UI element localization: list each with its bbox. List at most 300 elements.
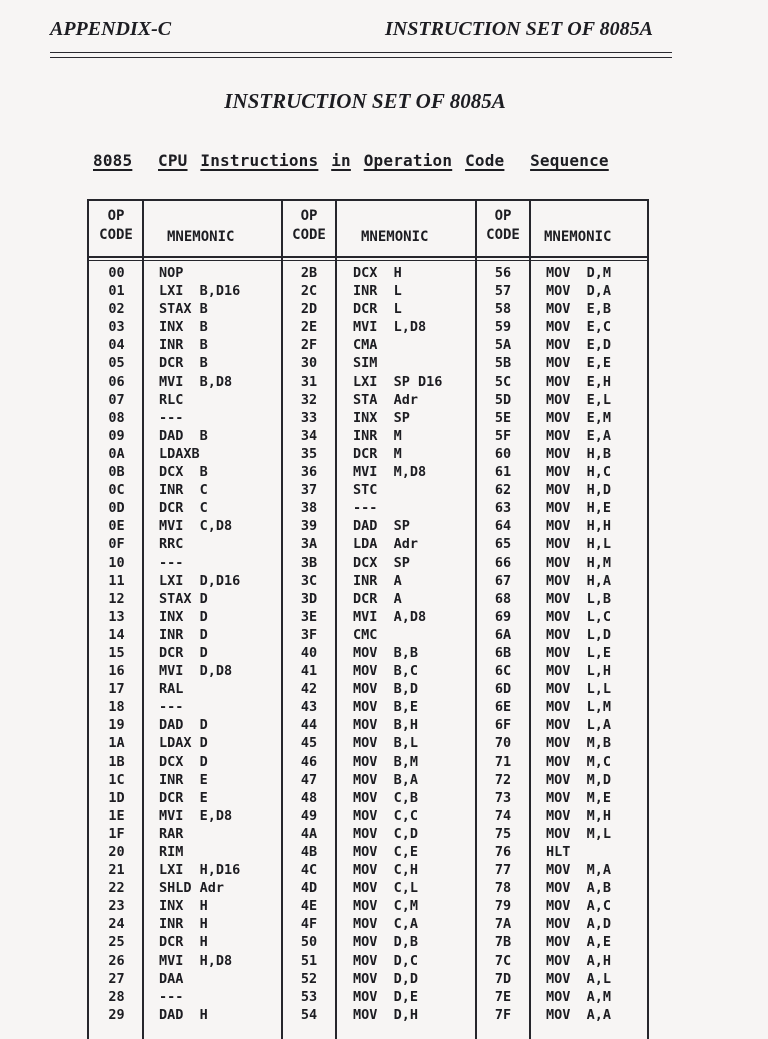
mnemonic-cell: MOV A,M bbox=[546, 988, 612, 1005]
mnemonic-cell: MVI A,D8 bbox=[353, 608, 427, 625]
table-row bbox=[89, 318, 651, 336]
mnemonic-cell: INX B bbox=[159, 319, 208, 336]
opcode-cell: 7A bbox=[494, 916, 512, 933]
opcode-cell: 66 bbox=[494, 554, 512, 571]
mnemonic-cell: MOV E,D bbox=[546, 337, 612, 354]
mnemonic-cell: DCX SP bbox=[353, 554, 410, 571]
opcode-cell: 0A bbox=[108, 445, 125, 462]
opcode-cell: 5D bbox=[494, 391, 512, 408]
opcode-cell: 3F bbox=[300, 626, 318, 643]
mnemonic-cell: MOV C,H bbox=[353, 862, 419, 879]
table-row bbox=[89, 825, 651, 843]
mnemonic-cell: MOV L,C bbox=[546, 608, 612, 625]
opcode-cell: 57 bbox=[494, 283, 512, 300]
opcode-cell: 7F bbox=[494, 1006, 512, 1023]
opcode-cell: 72 bbox=[494, 771, 512, 788]
mnemonic-cell: DAA bbox=[159, 970, 184, 987]
mnemonic-cell: MOV L,E bbox=[546, 644, 612, 661]
opcode-cell: 78 bbox=[494, 880, 512, 897]
opcode-cell: 77 bbox=[494, 862, 512, 879]
mnemonic-cell: RAR bbox=[159, 825, 184, 842]
opcode-cell: 1D bbox=[108, 789, 125, 806]
mnemonic-cell: DCR H bbox=[159, 934, 208, 951]
header-divider bbox=[89, 260, 647, 261]
opcode-cell: 61 bbox=[494, 464, 512, 481]
mnemonic-cell: DCR A bbox=[353, 590, 402, 607]
mnemonic-cell: DCR C bbox=[159, 500, 208, 517]
mnemonic-cell: --- bbox=[159, 988, 184, 1005]
mnemonic-cell: MOV H,E bbox=[546, 500, 612, 517]
mnemonic-cell: INX SP bbox=[353, 409, 410, 426]
opcode-cell: 3E bbox=[300, 608, 318, 625]
header-rule-bottom bbox=[50, 57, 672, 58]
opcode-cell: 16 bbox=[108, 663, 125, 680]
table-row bbox=[89, 409, 651, 427]
opcode-cell: 3D bbox=[300, 590, 318, 607]
mnemonic-cell: MOV C,A bbox=[353, 916, 419, 933]
table-row bbox=[89, 644, 651, 662]
opcode-cell: 1F bbox=[108, 825, 125, 842]
mnemonic-cell: MOV D,H bbox=[353, 1006, 419, 1023]
opcode-cell: 38 bbox=[300, 500, 318, 517]
opcode-cell: 6B bbox=[494, 644, 512, 661]
opcode-cell: 5B bbox=[494, 355, 512, 372]
opcode-cell: 65 bbox=[494, 536, 512, 553]
opcode-cell: 22 bbox=[108, 880, 125, 897]
mnemonic-cell: MOV A,A bbox=[546, 1006, 612, 1023]
opcode-cell: 0E bbox=[108, 518, 125, 535]
opcode-cell: 19 bbox=[108, 717, 125, 734]
table-row bbox=[89, 608, 651, 626]
mnemonic-cell: MOV A,L bbox=[546, 970, 612, 987]
page-title: INSTRUCTION SET OF 8085A bbox=[224, 89, 506, 113]
table-row bbox=[89, 734, 651, 752]
opcode-cell: 35 bbox=[300, 445, 318, 462]
mnemonic-cell: MOV D,M bbox=[546, 265, 612, 281]
mnemonic-cell: RAL bbox=[159, 681, 184, 698]
table-row bbox=[89, 264, 651, 282]
opcode-cell: 47 bbox=[300, 771, 318, 788]
opcode-cell: 09 bbox=[108, 427, 125, 444]
opcode-cell: 36 bbox=[300, 464, 318, 481]
opcode-cell: 14 bbox=[108, 626, 125, 643]
mnemonic-cell: INR H bbox=[159, 916, 208, 933]
opcode-cell: 27 bbox=[108, 970, 125, 987]
mnemonic-cell: MOV B,M bbox=[353, 753, 419, 770]
table-row bbox=[89, 463, 651, 481]
opcode-cell: 34 bbox=[300, 427, 318, 444]
mnemonic-cell: MOV C,D bbox=[353, 825, 419, 842]
header-opcode: OP CODE bbox=[292, 208, 326, 243]
mnemonic-cell: MVI E,D8 bbox=[159, 807, 233, 824]
opcode-cell: 3C bbox=[300, 572, 318, 589]
opcode-cell: 3A bbox=[300, 536, 318, 553]
mnemonic-cell: INR A bbox=[353, 572, 402, 589]
table-row bbox=[89, 499, 651, 517]
mnemonic-cell: MVI B,D8 bbox=[159, 373, 233, 390]
mnemonic-cell: DCX H bbox=[353, 265, 402, 281]
mnemonic-cell: MVI M,D8 bbox=[353, 464, 427, 481]
mnemonic-cell: MOV H,M bbox=[546, 554, 612, 571]
opcode-cell: 01 bbox=[108, 283, 125, 300]
table-row bbox=[89, 336, 651, 354]
opcode-cell: 64 bbox=[494, 518, 512, 535]
mnemonic-cell: MOV A,D bbox=[546, 916, 612, 933]
table-row bbox=[89, 988, 651, 1006]
mnemonic-cell: INX D bbox=[159, 608, 208, 625]
header-mnemonic: MNEMONIC bbox=[167, 229, 235, 245]
mnemonic-cell: MOV A,B bbox=[546, 880, 612, 897]
table-row bbox=[89, 554, 651, 572]
opcode-cell: 06 bbox=[108, 373, 125, 390]
mnemonic-cell: MOV E,E bbox=[546, 355, 612, 372]
mnemonic-cell: MVI L,D8 bbox=[353, 319, 427, 336]
opcode-cell: 39 bbox=[300, 518, 318, 535]
table-caption: 8085 CPU Instructions in Operation Code Sequence bbox=[93, 151, 609, 170]
mnemonic-cell: DCR E bbox=[159, 789, 208, 806]
mnemonic-cell: MOV D,D bbox=[353, 970, 419, 987]
mnemonic-cell: MOV A,H bbox=[546, 952, 612, 969]
opcode-cell: 2C bbox=[300, 283, 318, 300]
mnemonic-cell: RIM bbox=[159, 844, 184, 860]
mnemonic-cell: --- bbox=[159, 409, 184, 426]
table-row bbox=[89, 354, 651, 372]
opcode-table bbox=[87, 199, 649, 1039]
table-row bbox=[89, 481, 651, 499]
mnemonic-cell: DCX B bbox=[159, 464, 208, 481]
mnemonic-cell: LXI D,D16 bbox=[159, 572, 241, 589]
header-mnemonic: MNEMONIC bbox=[544, 229, 612, 245]
opcode-cell: 26 bbox=[108, 952, 125, 969]
opcode-cell: 6A bbox=[494, 626, 512, 643]
table-row bbox=[89, 716, 651, 734]
opcode-cell: 6E bbox=[494, 699, 512, 716]
header-mnemonic: MNEMONIC bbox=[361, 229, 429, 245]
mnemonic-cell: STAX D bbox=[159, 590, 208, 607]
table-body bbox=[89, 264, 651, 1024]
opcode-cell: 5F bbox=[494, 427, 512, 444]
opcode-cell: 53 bbox=[300, 988, 318, 1005]
mnemonic-cell: STA Adr bbox=[353, 391, 419, 408]
opcode-cell: 4E bbox=[300, 898, 318, 915]
opcode-cell: 54 bbox=[300, 1006, 318, 1023]
table-row bbox=[89, 572, 651, 590]
opcode-cell: 11 bbox=[108, 572, 125, 589]
mnemonic-cell: INR D bbox=[159, 626, 208, 643]
mnemonic-cell: MOV D,B bbox=[353, 934, 419, 951]
opcode-cell: 29 bbox=[108, 1006, 125, 1023]
mnemonic-cell: DCR D bbox=[159, 644, 208, 661]
mnemonic-cell: MOV B,D bbox=[353, 681, 419, 698]
table-row bbox=[89, 535, 651, 553]
mnemonic-cell: MVI C,D8 bbox=[159, 518, 233, 535]
opcode-cell: 79 bbox=[494, 898, 512, 915]
mnemonic-cell: MOV L,H bbox=[546, 663, 612, 680]
opcode-cell: 4B bbox=[300, 844, 318, 860]
table-row bbox=[89, 445, 651, 463]
opcode-cell: 0C bbox=[108, 482, 125, 499]
mnemonic-cell: DCR M bbox=[353, 445, 402, 462]
opcode-cell: 02 bbox=[108, 301, 125, 318]
table-row bbox=[89, 789, 651, 807]
mnemonic-cell: MOV M,C bbox=[546, 753, 612, 770]
table-row bbox=[89, 771, 651, 789]
mnemonic-cell: MOV H,H bbox=[546, 518, 612, 535]
opcode-cell: 7E bbox=[494, 988, 512, 1005]
mnemonic-cell: MOV E,C bbox=[546, 319, 612, 336]
mnemonic-cell: MOV E,H bbox=[546, 373, 612, 390]
opcode-cell: 07 bbox=[108, 391, 125, 408]
opcode-cell: 0F bbox=[108, 536, 125, 553]
opcode-cell: 1E bbox=[108, 807, 125, 824]
opcode-cell: 03 bbox=[108, 319, 125, 336]
opcode-cell: 68 bbox=[494, 590, 512, 607]
opcode-cell: 46 bbox=[300, 753, 318, 770]
mnemonic-cell: INR M bbox=[353, 427, 402, 444]
table-row bbox=[89, 933, 651, 951]
opcode-cell: 42 bbox=[300, 681, 318, 698]
opcode-cell: 45 bbox=[300, 735, 318, 752]
header-rule-top bbox=[50, 52, 672, 53]
opcode-cell: 2F bbox=[300, 337, 318, 354]
opcode-cell: 2D bbox=[300, 301, 318, 318]
table-row bbox=[89, 861, 651, 879]
opcode-cell: 60 bbox=[494, 445, 512, 462]
mnemonic-cell: MOV E,M bbox=[546, 409, 612, 426]
mnemonic-cell: MOV H,B bbox=[546, 445, 612, 462]
mnemonic-cell: MOV D,C bbox=[353, 952, 419, 969]
opcode-cell: 7C bbox=[494, 952, 512, 969]
table-row bbox=[89, 952, 651, 970]
table-row bbox=[89, 680, 651, 698]
mnemonic-cell: RLC bbox=[159, 391, 184, 408]
mnemonic-cell: DCX D bbox=[159, 753, 208, 770]
opcode-cell: 13 bbox=[108, 608, 125, 625]
table-row bbox=[89, 427, 651, 445]
table-row bbox=[89, 300, 651, 318]
mnemonic-cell: INR C bbox=[159, 482, 208, 499]
opcode-cell: 28 bbox=[108, 988, 125, 1005]
opcode-cell: 23 bbox=[108, 898, 125, 915]
mnemonic-cell: MOV H,A bbox=[546, 572, 612, 589]
mnemonic-cell: LXI SP D16 bbox=[353, 373, 443, 390]
mnemonic-cell: MOV D,A bbox=[546, 283, 612, 300]
opcode-cell: 6F bbox=[494, 717, 512, 734]
opcode-cell: 5A bbox=[494, 337, 512, 354]
mnemonic-cell: STAX B bbox=[159, 301, 208, 318]
table-row bbox=[89, 282, 651, 300]
opcode-cell: 15 bbox=[108, 644, 125, 661]
opcode-cell: 33 bbox=[300, 409, 318, 426]
mnemonic-cell: DCR L bbox=[353, 301, 402, 318]
mnemonic-cell: CMC bbox=[353, 626, 378, 643]
mnemonic-cell: MOV E,L bbox=[546, 391, 612, 408]
table-row bbox=[89, 391, 651, 409]
opcode-cell: 21 bbox=[108, 862, 125, 879]
table-row bbox=[89, 698, 651, 716]
table-row bbox=[89, 753, 651, 771]
table-row bbox=[89, 807, 651, 825]
opcode-cell: 24 bbox=[108, 916, 125, 933]
table-row bbox=[89, 897, 651, 915]
mnemonic-cell: MOV M,B bbox=[546, 735, 612, 752]
mnemonic-cell: DAD H bbox=[159, 1006, 208, 1023]
mnemonic-cell: MOV H,L bbox=[546, 536, 612, 553]
opcode-cell: 7B bbox=[494, 934, 512, 951]
opcode-cell: 37 bbox=[300, 482, 318, 499]
opcode-cell: 58 bbox=[494, 301, 512, 318]
mnemonic-cell: MOV L,M bbox=[546, 699, 612, 716]
table-row bbox=[89, 843, 651, 861]
mnemonic-cell: INR E bbox=[159, 771, 208, 788]
mnemonic-cell: MOV E,B bbox=[546, 301, 612, 318]
opcode-cell: 70 bbox=[494, 735, 512, 752]
mnemonic-cell: NOP bbox=[159, 265, 184, 281]
mnemonic-cell: INR L bbox=[353, 283, 402, 300]
mnemonic-cell: MOV A,E bbox=[546, 934, 612, 951]
opcode-cell: 0B bbox=[108, 464, 125, 481]
opcode-cell: 62 bbox=[494, 482, 512, 499]
opcode-cell: 3B bbox=[300, 554, 318, 571]
mnemonic-cell: HLT bbox=[546, 844, 571, 860]
opcode-cell: 73 bbox=[494, 789, 512, 806]
opcode-cell: 25 bbox=[108, 934, 125, 951]
opcode-cell: 2B bbox=[300, 265, 318, 281]
mnemonic-cell: MOV D,E bbox=[353, 988, 419, 1005]
opcode-cell: 6C bbox=[494, 663, 512, 680]
mnemonic-cell: MOV C,L bbox=[353, 880, 419, 897]
mnemonic-cell: MOV B,C bbox=[353, 663, 419, 680]
opcode-cell: 48 bbox=[300, 789, 318, 806]
opcode-cell: 1C bbox=[108, 771, 125, 788]
opcode-cell: 71 bbox=[494, 753, 512, 770]
mnemonic-cell: MOV E,A bbox=[546, 427, 612, 444]
table-row bbox=[89, 373, 651, 391]
opcode-cell: 0D bbox=[108, 500, 125, 517]
opcode-cell: 74 bbox=[494, 807, 512, 824]
mnemonic-cell: MOV C,B bbox=[353, 789, 419, 806]
header-left: APPENDIX-C bbox=[50, 18, 172, 40]
mnemonic-cell: SIM bbox=[353, 355, 378, 372]
opcode-cell: 1A bbox=[108, 735, 125, 752]
opcode-cell: 30 bbox=[300, 355, 318, 372]
opcode-cell: 4D bbox=[300, 880, 318, 897]
opcode-cell: 43 bbox=[300, 699, 318, 716]
opcode-cell: 1B bbox=[108, 753, 125, 770]
mnemonic-cell: MOV B,E bbox=[353, 699, 419, 716]
opcode-cell: 2E bbox=[300, 319, 318, 336]
opcode-cell: 4A bbox=[300, 825, 318, 842]
table-row bbox=[89, 970, 651, 988]
mnemonic-cell: MOV C,C bbox=[353, 807, 419, 824]
opcode-cell: 50 bbox=[300, 934, 318, 951]
mnemonic-cell: MOV C,M bbox=[353, 898, 419, 915]
opcode-cell: 44 bbox=[300, 717, 318, 734]
mnemonic-cell: MOV H,D bbox=[546, 482, 612, 499]
opcode-cell: 75 bbox=[494, 825, 512, 842]
opcode-cell: 41 bbox=[300, 663, 318, 680]
mnemonic-cell: MOV A,C bbox=[546, 898, 612, 915]
opcode-cell: 7D bbox=[494, 970, 512, 987]
header-divider bbox=[89, 256, 647, 258]
mnemonic-cell: --- bbox=[159, 699, 184, 716]
mnemonic-cell: LXI H,D16 bbox=[159, 862, 241, 879]
mnemonic-cell: MOV L,L bbox=[546, 681, 612, 698]
mnemonic-cell: MOV L,A bbox=[546, 717, 612, 734]
mnemonic-cell: MVI D,D8 bbox=[159, 663, 233, 680]
opcode-cell: 32 bbox=[300, 391, 318, 408]
mnemonic-cell: MOV H,C bbox=[546, 464, 612, 481]
opcode-cell: 67 bbox=[494, 572, 512, 589]
opcode-cell: 69 bbox=[494, 608, 512, 625]
opcode-cell: 63 bbox=[494, 500, 512, 517]
opcode-cell: 5E bbox=[494, 409, 512, 426]
mnemonic-cell: DAD SP bbox=[353, 518, 410, 535]
table-row bbox=[89, 626, 651, 644]
header-right: INSTRUCTION SET OF 8085A bbox=[385, 18, 654, 40]
opcode-cell: 52 bbox=[300, 970, 318, 987]
opcode-cell: 17 bbox=[108, 681, 125, 698]
mnemonic-cell: MOV C,E bbox=[353, 844, 419, 860]
table-row bbox=[89, 879, 651, 897]
opcode-cell: 59 bbox=[494, 319, 512, 336]
opcode-cell: 05 bbox=[108, 355, 125, 372]
opcode-cell: 20 bbox=[108, 844, 125, 860]
opcode-cell: 04 bbox=[108, 337, 125, 354]
mnemonic-cell: DAD B bbox=[159, 427, 208, 444]
table-row bbox=[89, 662, 651, 680]
mnemonic-cell: MOV L,B bbox=[546, 590, 612, 607]
mnemonic-cell: MOV B,A bbox=[353, 771, 419, 788]
mnemonic-cell: MOV M,H bbox=[546, 807, 612, 824]
header-opcode: OP CODE bbox=[486, 208, 520, 243]
opcode-cell: 31 bbox=[300, 373, 318, 390]
mnemonic-cell: MOV M,A bbox=[546, 862, 612, 879]
mnemonic-cell: LDAX D bbox=[159, 735, 208, 752]
mnemonic-cell: MOV B,B bbox=[353, 644, 419, 661]
opcode-cell: 18 bbox=[108, 699, 125, 716]
opcode-cell: 4F bbox=[300, 916, 318, 933]
mnemonic-cell: INR B bbox=[159, 337, 208, 354]
mnemonic-cell: MOV B,L bbox=[353, 735, 419, 752]
opcode-cell: 51 bbox=[300, 952, 318, 969]
opcode-cell: 56 bbox=[494, 265, 512, 281]
mnemonic-cell: MOV M,E bbox=[546, 789, 612, 806]
mnemonic-cell: MVI H,D8 bbox=[159, 952, 233, 969]
header-opcode: OP CODE bbox=[99, 208, 133, 243]
mnemonic-cell: SHLD Adr bbox=[159, 880, 225, 897]
mnemonic-cell: INX H bbox=[159, 898, 208, 915]
table-row bbox=[89, 915, 651, 933]
opcode-cell: 5C bbox=[494, 373, 512, 390]
table-row bbox=[89, 517, 651, 535]
mnemonic-cell: LDA Adr bbox=[353, 536, 419, 553]
mnemonic-cell: LDAXB bbox=[159, 445, 200, 462]
mnemonic-cell: MOV M,L bbox=[546, 825, 612, 842]
table-row bbox=[89, 590, 651, 608]
opcode-cell: 08 bbox=[108, 409, 125, 426]
mnemonic-cell: --- bbox=[353, 500, 378, 517]
mnemonic-cell: STC bbox=[353, 482, 378, 499]
mnemonic-cell: CMA bbox=[353, 337, 378, 354]
opcode-cell: 76 bbox=[494, 844, 512, 860]
mnemonic-cell: MOV B,H bbox=[353, 717, 419, 734]
opcode-cell: 40 bbox=[300, 644, 318, 661]
opcode-cell: 10 bbox=[108, 554, 125, 571]
mnemonic-cell: --- bbox=[159, 554, 184, 571]
mnemonic-cell: MOV L,D bbox=[546, 626, 612, 643]
mnemonic-cell: DAD D bbox=[159, 717, 208, 734]
